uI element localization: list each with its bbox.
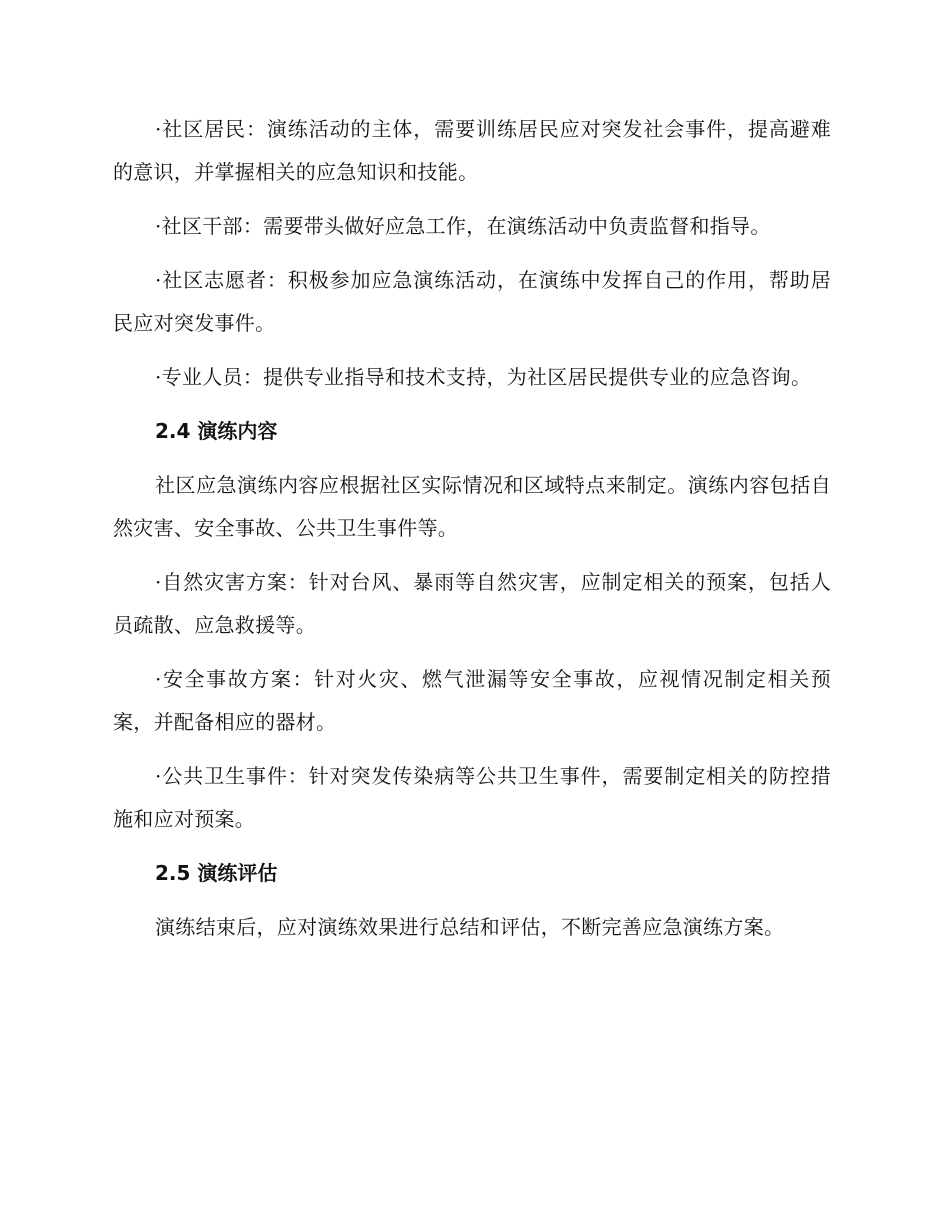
document-page [113,108,831,960]
paragraph-drill-content-intro: 社区应急演练内容应根据社区实际情况和区域特点来制定。演练内容包括自然灾害、安全事故、公共卫生事件等。 [113,473,831,540]
paragraph-natural-disaster-plan: ·自然灾害方案：针对台风、暴雨等自然灾害，应制定相关的预案，包括人员疏散、应急救援等。 [113,570,831,637]
paragraph-cadres: ·社区干部：需要带头做好应急工作，在演练活动中负责监督和指导。 [155,214,771,238]
section-heading-drill-content: 2.4 演练内容 [155,419,278,443]
paragraph-drill-evaluation: 演练结束后，应对演练效果进行总结和评估，不断完善应急演练方案。 [155,915,785,939]
section-heading-drill-evaluation: 2.5 演练评估 [155,861,278,885]
paragraph-public-health-event: ·公共卫生事件：针对突发传染病等公共卫生事件，需要制定相关的防控措施和应对预案。 [113,764,831,831]
paragraph-safety-accident-plan: ·安全事故方案：针对火灾、燃气泄漏等安全事故，应视情况制定相关预案，并配备相应的器材。 [113,667,831,734]
paragraph-professionals: ·专业人员：提供专业指导和技术支持，为社区居民提供专业的应急咨询。 [155,365,812,389]
paragraph-residents: ·社区居民：演练活动的主体，需要训练居民应对突发社会事件，提高避难的意识，并掌握相关的应急知识和技能。 [113,117,831,184]
paragraph-volunteers: ·社区志愿者：积极参加应急演练活动，在演练中发挥自己的作用，帮助居民应对突发事件。 [113,268,831,335]
